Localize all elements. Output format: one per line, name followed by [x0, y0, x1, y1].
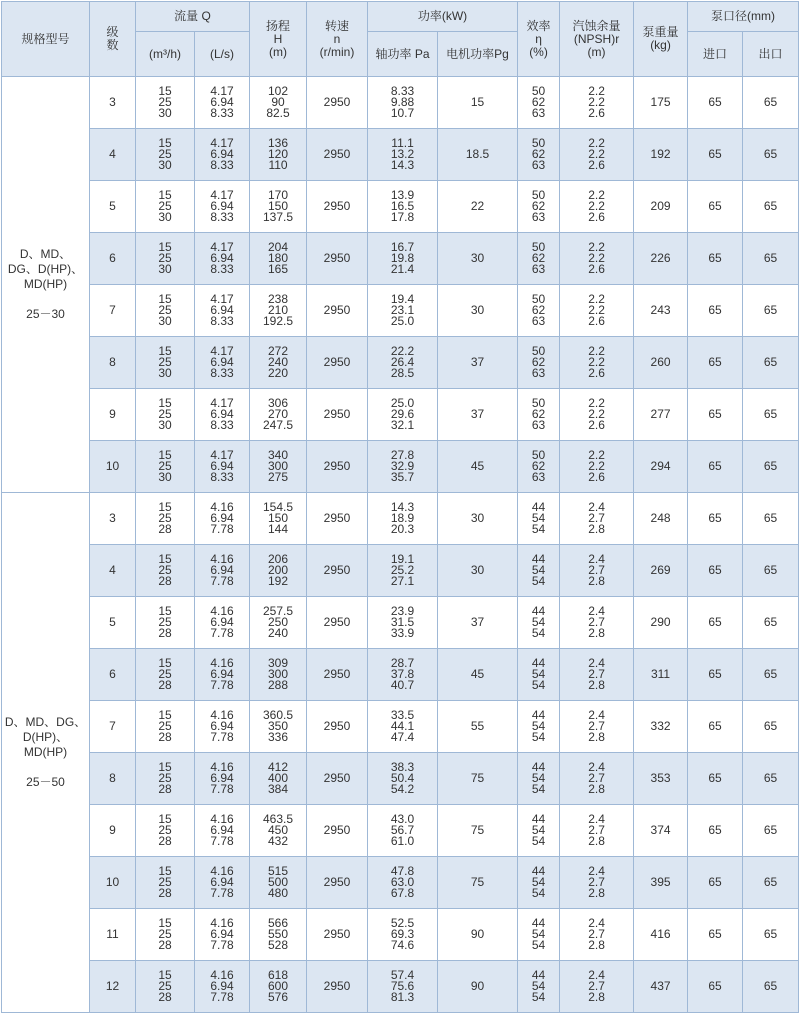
header-weight: 泵重量 (kg)	[634, 2, 688, 77]
cell-flow-ls: 4.17 6.94 8.33	[195, 233, 250, 285]
cell-weight: 416	[634, 909, 688, 961]
cell-efficiency: 50 62 63	[518, 441, 560, 493]
cell-flow-m3h: 15 25 28	[136, 961, 195, 1013]
cell-shaft-power: 52.5 69.3 74.6	[368, 909, 438, 961]
cell-npsh: 2.2 2.2 2.6	[560, 337, 634, 389]
cell-motor-power: 90	[438, 909, 518, 961]
cell-npsh: 2.4 2.7 2.8	[560, 597, 634, 649]
cell-speed: 2950	[307, 701, 368, 753]
cell-inlet: 65	[688, 337, 743, 389]
cell-flow-m3h: 15 25 28	[136, 493, 195, 545]
cell-weight: 248	[634, 493, 688, 545]
header-flow: 流量 Q	[136, 2, 250, 32]
cell-outlet: 65	[743, 805, 799, 857]
table-row	[2, 805, 799, 857]
cell-stages: 10	[90, 857, 136, 909]
cell-speed: 2950	[307, 597, 368, 649]
cell-shaft-power: 33.5 44.1 47.4	[368, 701, 438, 753]
cell-inlet: 65	[688, 77, 743, 129]
table-row	[2, 441, 799, 493]
cell-stages: 6	[90, 649, 136, 701]
cell-outlet: 65	[743, 441, 799, 493]
table-row	[2, 389, 799, 441]
cell-shaft-power: 57.4 75.6 81.3	[368, 961, 438, 1013]
cell-npsh: 2.4 2.7 2.8	[560, 909, 634, 961]
cell-inlet: 65	[688, 805, 743, 857]
cell-inlet: 65	[688, 233, 743, 285]
cell-flow-ls: 4.17 6.94 8.33	[195, 129, 250, 181]
cell-efficiency: 44 54 54	[518, 649, 560, 701]
cell-motor-power: 45	[438, 649, 518, 701]
cell-stages: 3	[90, 77, 136, 129]
cell-stages: 5	[90, 181, 136, 233]
cell-efficiency: 44 54 54	[518, 597, 560, 649]
cell-flow-ls: 4.16 6.94 7.78	[195, 649, 250, 701]
cell-efficiency: 44 54 54	[518, 909, 560, 961]
cell-flow-m3h: 15 25 28	[136, 649, 195, 701]
header-motor-power: 电机功率Pg	[438, 32, 518, 77]
cell-flow-m3h: 15 25 30	[136, 181, 195, 233]
pump-spec-table	[1, 1, 799, 1013]
table-row	[2, 753, 799, 805]
header-outlet: 出口	[743, 32, 799, 77]
cell-outlet: 65	[743, 701, 799, 753]
table-row	[2, 181, 799, 233]
cell-npsh: 2.2 2.2 2.6	[560, 77, 634, 129]
cell-flow-ls: 4.16 6.94 7.78	[195, 753, 250, 805]
cell-outlet: 65	[743, 493, 799, 545]
cell-flow-ls: 4.16 6.94 7.78	[195, 805, 250, 857]
cell-outlet: 65	[743, 649, 799, 701]
cell-motor-power: 75	[438, 805, 518, 857]
cell-flow-ls: 4.16 6.94 7.78	[195, 597, 250, 649]
cell-flow-m3h: 15 25 30	[136, 77, 195, 129]
cell-efficiency: 44 54 54	[518, 701, 560, 753]
cell-shaft-power: 28.7 37.8 40.7	[368, 649, 438, 701]
table-row	[2, 337, 799, 389]
cell-inlet: 65	[688, 493, 743, 545]
cell-flow-ls: 4.16 6.94 7.78	[195, 961, 250, 1013]
cell-shaft-power: 11.1 13.2 14.3	[368, 129, 438, 181]
table-row	[2, 649, 799, 701]
table-row	[2, 493, 799, 545]
cell-head: 136 120 110	[250, 129, 307, 181]
cell-flow-m3h: 15 25 28	[136, 545, 195, 597]
cell-flow-m3h: 15 25 28	[136, 857, 195, 909]
cell-outlet: 65	[743, 285, 799, 337]
cell-motor-power: 45	[438, 441, 518, 493]
cell-npsh: 2.2 2.2 2.6	[560, 389, 634, 441]
cell-inlet: 65	[688, 441, 743, 493]
cell-shaft-power: 43.0 56.7 61.0	[368, 805, 438, 857]
cell-flow-ls: 4.17 6.94 8.33	[195, 181, 250, 233]
cell-weight: 175	[634, 77, 688, 129]
header-head: 扬程 H (m)	[250, 2, 307, 77]
cell-speed: 2950	[307, 337, 368, 389]
cell-flow-m3h: 15 25 30	[136, 389, 195, 441]
cell-speed: 2950	[307, 857, 368, 909]
cell-speed: 2950	[307, 285, 368, 337]
cell-shaft-power: 47.8 63.0 67.8	[368, 857, 438, 909]
cell-weight: 269	[634, 545, 688, 597]
cell-efficiency: 50 62 63	[518, 389, 560, 441]
cell-stages: 8	[90, 753, 136, 805]
cell-outlet: 65	[743, 129, 799, 181]
cell-stages: 12	[90, 961, 136, 1013]
table-row	[2, 285, 799, 337]
cell-model: D、MD、DG、 D(HP)、 MD(HP) 25－50	[2, 493, 90, 1013]
cell-motor-power: 30	[438, 285, 518, 337]
cell-motor-power: 37	[438, 597, 518, 649]
cell-efficiency: 44 54 54	[518, 961, 560, 1013]
cell-flow-m3h: 15 25 28	[136, 701, 195, 753]
cell-npsh: 2.4 2.7 2.8	[560, 493, 634, 545]
cell-speed: 2950	[307, 389, 368, 441]
cell-head: 515 500 480	[250, 857, 307, 909]
cell-outlet: 65	[743, 77, 799, 129]
cell-motor-power: 30	[438, 545, 518, 597]
cell-head: 309 300 288	[250, 649, 307, 701]
cell-shaft-power: 19.4 23.1 25.0	[368, 285, 438, 337]
cell-outlet: 65	[743, 857, 799, 909]
cell-efficiency: 44 54 54	[518, 805, 560, 857]
cell-inlet: 65	[688, 597, 743, 649]
header-port: 泵口径(mm)	[688, 2, 799, 32]
cell-head: 238 210 192.5	[250, 285, 307, 337]
table-row	[2, 597, 799, 649]
cell-flow-ls: 4.17 6.94 8.33	[195, 285, 250, 337]
cell-speed: 2950	[307, 181, 368, 233]
header-inlet: 进口	[688, 32, 743, 77]
cell-weight: 437	[634, 961, 688, 1013]
cell-motor-power: 30	[438, 233, 518, 285]
cell-weight: 243	[634, 285, 688, 337]
cell-flow-ls: 4.17 6.94 8.33	[195, 77, 250, 129]
cell-stages: 7	[90, 701, 136, 753]
cell-shaft-power: 38.3 50.4 54.2	[368, 753, 438, 805]
cell-shaft-power: 14.3 18.9 20.3	[368, 493, 438, 545]
table-row	[2, 545, 799, 597]
cell-motor-power: 55	[438, 701, 518, 753]
cell-outlet: 65	[743, 545, 799, 597]
cell-weight: 209	[634, 181, 688, 233]
cell-head: 412 400 384	[250, 753, 307, 805]
cell-speed: 2950	[307, 649, 368, 701]
cell-motor-power: 15	[438, 77, 518, 129]
cell-head: 360.5 350 336	[250, 701, 307, 753]
header-model: 规格型号	[2, 2, 90, 77]
cell-model: D、MD、 DG、D(HP)、 MD(HP) 25－30	[2, 77, 90, 493]
table-row	[2, 233, 799, 285]
cell-stages: 9	[90, 389, 136, 441]
cell-inlet: 65	[688, 389, 743, 441]
cell-motor-power: 75	[438, 857, 518, 909]
cell-motor-power: 75	[438, 753, 518, 805]
cell-npsh: 2.4 2.7 2.8	[560, 753, 634, 805]
cell-stages: 9	[90, 805, 136, 857]
cell-head: 463.5 450 432	[250, 805, 307, 857]
cell-flow-ls: 4.17 6.94 8.33	[195, 337, 250, 389]
cell-npsh: 2.2 2.2 2.6	[560, 441, 634, 493]
cell-speed: 2950	[307, 545, 368, 597]
cell-efficiency: 50 62 63	[518, 181, 560, 233]
header-npsh: 汽蚀余量 (NPSH)r (m)	[560, 2, 634, 77]
cell-npsh: 2.4 2.7 2.8	[560, 649, 634, 701]
cell-speed: 2950	[307, 129, 368, 181]
cell-shaft-power: 8.33 9.88 10.7	[368, 77, 438, 129]
cell-efficiency: 44 54 54	[518, 493, 560, 545]
header-shaft-power: 轴功率 Pa	[368, 32, 438, 77]
cell-weight: 374	[634, 805, 688, 857]
cell-npsh: 2.2 2.2 2.6	[560, 181, 634, 233]
cell-flow-m3h: 15 25 28	[136, 909, 195, 961]
cell-weight: 294	[634, 441, 688, 493]
cell-inlet: 65	[688, 285, 743, 337]
cell-npsh: 2.4 2.7 2.8	[560, 857, 634, 909]
cell-flow-ls: 4.17 6.94 8.33	[195, 389, 250, 441]
cell-flow-m3h: 15 25 30	[136, 337, 195, 389]
cell-flow-ls: 4.16 6.94 7.78	[195, 545, 250, 597]
cell-flow-m3h: 15 25 30	[136, 285, 195, 337]
cell-efficiency: 50 62 63	[518, 77, 560, 129]
cell-speed: 2950	[307, 805, 368, 857]
cell-efficiency: 44 54 54	[518, 857, 560, 909]
header-speed: 转速 n (r/min)	[307, 2, 368, 77]
cell-efficiency: 44 54 54	[518, 545, 560, 597]
cell-head: 306 270 247.5	[250, 389, 307, 441]
cell-head: 204 180 165	[250, 233, 307, 285]
cell-shaft-power: 16.7 19.8 21.4	[368, 233, 438, 285]
cell-motor-power: 18.5	[438, 129, 518, 181]
cell-inlet: 65	[688, 129, 743, 181]
cell-outlet: 65	[743, 389, 799, 441]
cell-efficiency: 50 62 63	[518, 129, 560, 181]
cell-inlet: 65	[688, 701, 743, 753]
cell-inlet: 65	[688, 545, 743, 597]
cell-flow-m3h: 15 25 28	[136, 753, 195, 805]
cell-inlet: 65	[688, 909, 743, 961]
cell-weight: 395	[634, 857, 688, 909]
cell-outlet: 65	[743, 233, 799, 285]
cell-head: 257.5 250 240	[250, 597, 307, 649]
cell-weight: 353	[634, 753, 688, 805]
cell-weight: 277	[634, 389, 688, 441]
cell-flow-m3h: 15 25 30	[136, 233, 195, 285]
cell-weight: 311	[634, 649, 688, 701]
cell-head: 206 200 192	[250, 545, 307, 597]
cell-flow-m3h: 15 25 28	[136, 805, 195, 857]
cell-speed: 2950	[307, 753, 368, 805]
cell-weight: 332	[634, 701, 688, 753]
cell-outlet: 65	[743, 909, 799, 961]
table-row	[2, 701, 799, 753]
cell-stages: 10	[90, 441, 136, 493]
cell-npsh: 2.2 2.2 2.6	[560, 129, 634, 181]
cell-inlet: 65	[688, 753, 743, 805]
cell-shaft-power: 13.9 16.5 17.8	[368, 181, 438, 233]
table-row	[2, 129, 799, 181]
cell-inlet: 65	[688, 857, 743, 909]
cell-npsh: 2.4 2.7 2.8	[560, 961, 634, 1013]
cell-outlet: 65	[743, 961, 799, 1013]
cell-npsh: 2.4 2.7 2.8	[560, 545, 634, 597]
header-flow-m3h: (m³/h)	[136, 32, 195, 77]
cell-stages: 3	[90, 493, 136, 545]
cell-stages: 5	[90, 597, 136, 649]
cell-speed: 2950	[307, 441, 368, 493]
cell-inlet: 65	[688, 181, 743, 233]
cell-motor-power: 30	[438, 493, 518, 545]
cell-flow-ls: 4.16 6.94 7.78	[195, 493, 250, 545]
cell-flow-ls: 4.16 6.94 7.78	[195, 701, 250, 753]
cell-flow-ls: 4.16 6.94 7.78	[195, 857, 250, 909]
header-efficiency: 效率 η (%)	[518, 2, 560, 77]
cell-speed: 2950	[307, 909, 368, 961]
cell-npsh: 2.4 2.7 2.8	[560, 805, 634, 857]
cell-head: 340 300 275	[250, 441, 307, 493]
cell-efficiency: 50 62 63	[518, 233, 560, 285]
cell-weight: 192	[634, 129, 688, 181]
cell-head: 154.5 150 144	[250, 493, 307, 545]
cell-efficiency: 44 54 54	[518, 753, 560, 805]
cell-npsh: 2.2 2.2 2.6	[560, 233, 634, 285]
cell-shaft-power: 19.1 25.2 27.1	[368, 545, 438, 597]
cell-shaft-power: 22.2 26.4 28.5	[368, 337, 438, 389]
header-flow-ls: (L/s)	[195, 32, 250, 77]
cell-stages: 4	[90, 545, 136, 597]
cell-flow-m3h: 15 25 28	[136, 597, 195, 649]
cell-flow-ls: 4.17 6.94 8.33	[195, 441, 250, 493]
cell-motor-power: 90	[438, 961, 518, 1013]
cell-motor-power: 22	[438, 181, 518, 233]
cell-speed: 2950	[307, 961, 368, 1013]
header-power: 功率(kW)	[368, 2, 518, 32]
cell-weight: 290	[634, 597, 688, 649]
table-row	[2, 909, 799, 961]
cell-motor-power: 37	[438, 337, 518, 389]
cell-shaft-power: 27.8 32.9 35.7	[368, 441, 438, 493]
cell-flow-ls: 4.16 6.94 7.78	[195, 909, 250, 961]
cell-head: 566 550 528	[250, 909, 307, 961]
cell-stages: 11	[90, 909, 136, 961]
cell-shaft-power: 23.9 31.5 33.9	[368, 597, 438, 649]
cell-efficiency: 50 62 63	[518, 285, 560, 337]
cell-motor-power: 37	[438, 389, 518, 441]
cell-outlet: 65	[743, 753, 799, 805]
cell-stages: 4	[90, 129, 136, 181]
cell-speed: 2950	[307, 233, 368, 285]
cell-weight: 226	[634, 233, 688, 285]
cell-head: 618 600 576	[250, 961, 307, 1013]
cell-npsh: 2.2 2.2 2.6	[560, 285, 634, 337]
cell-head: 170 150 137.5	[250, 181, 307, 233]
header-stages: 级 数	[90, 2, 136, 77]
cell-npsh: 2.4 2.7 2.8	[560, 701, 634, 753]
cell-head: 272 240 220	[250, 337, 307, 389]
cell-outlet: 65	[743, 597, 799, 649]
cell-outlet: 65	[743, 337, 799, 389]
cell-head: 102 90 82.5	[250, 77, 307, 129]
table-row	[2, 961, 799, 1013]
cell-speed: 2950	[307, 77, 368, 129]
cell-inlet: 65	[688, 961, 743, 1013]
cell-outlet: 65	[743, 181, 799, 233]
cell-inlet: 65	[688, 649, 743, 701]
cell-flow-m3h: 15 25 30	[136, 441, 195, 493]
table-row	[2, 77, 799, 129]
table-row	[2, 857, 799, 909]
cell-stages: 6	[90, 233, 136, 285]
cell-efficiency: 50 62 63	[518, 337, 560, 389]
cell-speed: 2950	[307, 493, 368, 545]
cell-stages: 8	[90, 337, 136, 389]
cell-weight: 260	[634, 337, 688, 389]
cell-flow-m3h: 15 25 30	[136, 129, 195, 181]
cell-stages: 7	[90, 285, 136, 337]
cell-shaft-power: 25.0 29.6 32.1	[368, 389, 438, 441]
